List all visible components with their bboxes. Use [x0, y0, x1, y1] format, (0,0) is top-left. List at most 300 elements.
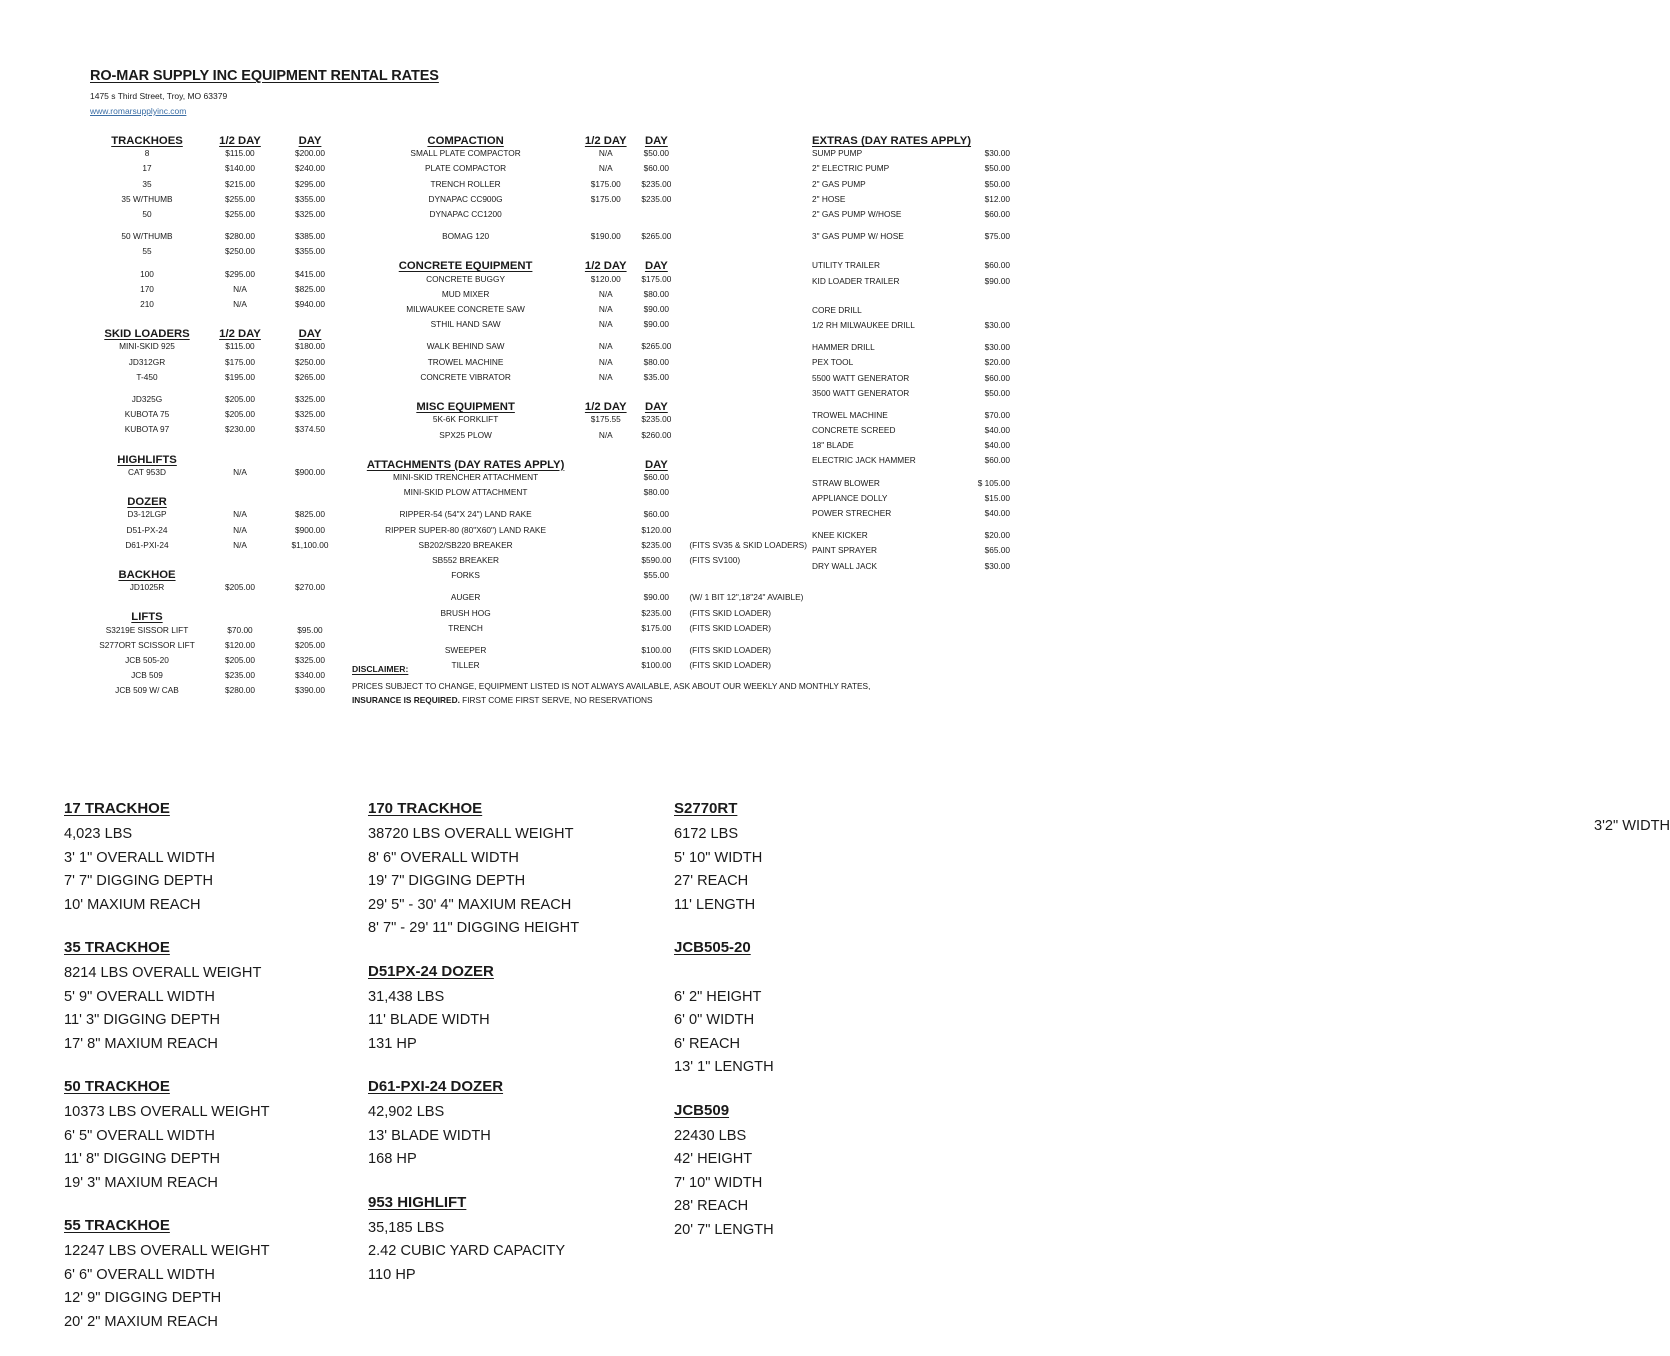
column-header-day: DAY: [298, 328, 322, 341]
section-title: COMPACTION: [427, 135, 504, 147]
half-day-rate: $205.00: [225, 394, 255, 405]
day-rate: $80.00: [643, 487, 670, 498]
day-rate: $205.00: [295, 639, 325, 650]
day-rate: $235.00: [641, 539, 672, 550]
equipment-name: SB202/SB220 BREAKER: [418, 539, 513, 550]
equipment-name: 210: [140, 298, 154, 309]
half-day-rate: $120.00: [225, 639, 255, 650]
row-spacer: [812, 247, 1010, 261]
spec-line: 42' HEIGHT: [674, 1151, 753, 1167]
spec-block: [64, 1078, 354, 1195]
table-row: [812, 232, 1010, 247]
day-rate: $15.00: [984, 492, 1010, 503]
section-title: EXTRAS (DAY RATES APPLY): [812, 135, 972, 147]
spec-block: [674, 800, 1014, 917]
day-rate: $90.00: [643, 319, 670, 330]
company-address: 1475 s Third Street, Troy, MO 63379: [90, 91, 228, 101]
half-day-rate: N/A: [598, 319, 613, 330]
spec-line: 31,438 LBS: [368, 988, 445, 1005]
table-row: [812, 306, 1010, 321]
table-row: [88, 285, 346, 300]
day-rate: $60.00: [984, 209, 1010, 220]
spec-line: 13' 1" LENGTH: [674, 1059, 774, 1075]
table-row: [812, 479, 1010, 494]
equipment-name: FORKS: [451, 570, 480, 581]
day-rate: $60.00: [984, 455, 1010, 466]
disclaimer-insurance-notice: INSURANCE IS REQUIRED.: [352, 695, 460, 705]
spec-line: 8214 LBS OVERALL WEIGHT: [64, 965, 262, 981]
day-rate: $235.00: [641, 607, 672, 618]
half-day-rate: N/A: [598, 429, 613, 440]
equipment-name: 2" GAS PUMP: [812, 178, 866, 189]
section-header-extras: [812, 136, 1010, 149]
row-spacer: [352, 247, 807, 261]
table-row: [352, 624, 807, 639]
day-rate: $240.00: [295, 163, 325, 174]
day-rate: $200.00: [295, 148, 325, 159]
half-day-rate: N/A: [233, 298, 247, 309]
equipment-name: 55: [142, 246, 152, 257]
day-rate: $390.00: [295, 685, 325, 696]
equipment-name: CAT 953D: [128, 466, 166, 477]
table-row: [352, 609, 807, 624]
day-rate: $60.00: [984, 260, 1010, 271]
table-row: [812, 180, 1010, 195]
half-day-rate: [579, 510, 632, 525]
day-rate: $385.00: [295, 231, 325, 242]
table-row: [352, 541, 807, 556]
table-row: [88, 180, 346, 195]
day-rate: $40.00: [984, 425, 1010, 436]
table-row: [88, 626, 346, 641]
section-title: CONCRETE EQUIPMENT: [398, 260, 533, 273]
half-day-rate: [579, 556, 632, 571]
disclaimer-line-2: [352, 695, 952, 705]
table-row: [88, 195, 346, 210]
equipment-name: TRENCH: [448, 622, 483, 633]
spec-title: D61-PXI-24 DOZER: [368, 1078, 504, 1095]
equipment-name: 17: [142, 163, 152, 174]
half-day-rate: [579, 571, 632, 586]
table-row: [812, 374, 1010, 389]
half-day-rate: $280.00: [225, 231, 255, 242]
column-header-note: [680, 261, 807, 274]
day-rate: $260.00: [641, 429, 672, 440]
spec-block: [64, 800, 354, 917]
spec-line: 11' 3" DIGGING DEPTH: [64, 1012, 221, 1028]
equipment-name: 35 W/THUMB: [121, 193, 173, 204]
equipment-name: APPLIANCE DOLLY: [812, 492, 888, 503]
equipment-name: 2" GAS PUMP W/HOSE: [812, 209, 902, 220]
rate-note: [680, 195, 807, 210]
equipment-name: HAMMER DRILL: [812, 342, 875, 353]
spec-column-2: [368, 800, 658, 1309]
half-day-rate: $115.00: [225, 341, 255, 352]
table-row: [88, 526, 346, 541]
section-title: SKID LOADERS: [104, 328, 190, 341]
spec-title: 17 TRACKHOE: [64, 800, 170, 817]
day-rate: $30.00: [984, 342, 1010, 353]
table-row: [812, 509, 1010, 524]
spec-line: 7' 7" DIGGING DEPTH: [64, 873, 214, 889]
equipment-name: KUBOTA 97: [124, 424, 170, 435]
day-rate: $825.00: [295, 283, 325, 294]
half-day-rate: $140.00: [225, 163, 255, 174]
equipment-name: TRENCH ROLLER: [430, 178, 501, 189]
day-rate: $40.00: [984, 508, 1010, 519]
column-header-half-day-empty: [206, 497, 274, 510]
disclaimer-line-2-rest: FIRST COME FIRST SERVE, NO RESERVATIONS: [459, 695, 653, 705]
section-title: DOZER: [127, 496, 167, 509]
day-rate: $50.00: [643, 148, 670, 159]
equipment-name: 5K-6K FORKLIFT: [432, 414, 499, 425]
table-row: [88, 149, 346, 164]
table-row: [352, 275, 807, 290]
row-spacer: [88, 598, 346, 612]
half-day-rate: $195.00: [225, 371, 255, 382]
day-rate: $90.00: [643, 592, 670, 603]
half-day-rate: N/A: [233, 539, 247, 550]
half-day-rate: $295.00: [225, 268, 255, 279]
disclaimer-line-1: PRICES SUBJECT TO CHANGE, EQUIPMENT LISTED IS NOT ALWAYS AVAILABLE, ASK ABOUT OUR WEEKLY AND MONTHLY RATES,: [352, 681, 871, 691]
half-day-rate: $235.00: [225, 670, 255, 681]
day-rate: $100.00: [641, 660, 672, 671]
day-rate: $120.00: [641, 524, 672, 535]
table-row: [812, 411, 1010, 426]
section-title: LIFTS: [131, 611, 163, 624]
table-row: [88, 656, 346, 671]
section-header-compaction: [352, 136, 807, 149]
day-rate: $374.50: [295, 424, 325, 435]
equipment-name: BRUSH HOG: [440, 607, 491, 618]
day-rate: $60.00: [643, 509, 670, 520]
spec-line: 6' 6" OVERALL WIDTH: [64, 1266, 215, 1283]
column-header-day: DAY: [644, 458, 668, 471]
day-rate: $265.00: [295, 371, 325, 382]
section-header-backhoe: [88, 570, 346, 583]
table-row: [812, 195, 1010, 210]
equipment-name: 1/2 RH MILWAUKEE DRILL: [812, 319, 915, 330]
column-header-half-day: 1/2 DAY: [219, 135, 261, 147]
day-rate: $55.00: [643, 570, 670, 581]
day-rate: $70.00: [984, 409, 1010, 420]
table-row: [88, 247, 346, 262]
day-rate: $325.00: [295, 209, 325, 220]
spec-line: 5' 10" WIDTH: [674, 849, 763, 866]
equipment-name: 2" HOSE: [812, 193, 846, 204]
day-rate: $180.00: [295, 341, 325, 352]
row-spacer: [88, 441, 346, 455]
row-spacer: [352, 335, 807, 342]
day-rate: $900.00: [295, 524, 325, 535]
day-rate: $235.00: [641, 193, 672, 204]
table-row: [88, 410, 346, 425]
table-row: [352, 195, 807, 210]
day-rate: $175.00: [641, 273, 672, 284]
spec-title: JCB505-20: [674, 939, 751, 956]
spec-line: 12247 LBS OVERALL WEIGHT: [64, 1243, 270, 1259]
half-day-rate: $205.00: [225, 409, 255, 420]
rate-table: [88, 136, 346, 702]
column-header-half-day-empty: [579, 460, 632, 473]
spec-line: 42,902 LBS: [368, 1104, 445, 1120]
table-row: [352, 290, 807, 305]
equipment-name: TROWEL MACHINE: [427, 356, 504, 367]
equipment-name: D51-PX-24: [126, 524, 168, 535]
day-rate: $30.00: [984, 319, 1010, 330]
half-day-rate: $115.00: [225, 148, 255, 159]
column-header-half-day: 1/2 DAY: [219, 328, 261, 341]
day-rate: $30.00: [984, 148, 1010, 159]
spec-line: 5' 9" OVERALL WIDTH: [64, 988, 215, 1005]
rate-note: [680, 571, 807, 586]
table-row: [88, 358, 346, 373]
half-day-rate: [579, 488, 632, 503]
day-rate: $355.00: [295, 193, 325, 204]
day-rate: $50.00: [984, 163, 1010, 174]
equipment-name: 3" GAS PUMP W/ HOSE: [812, 231, 904, 242]
equipment-name: MUD MIXER: [441, 288, 490, 299]
table-row: [812, 441, 1010, 456]
half-day-rate: [579, 541, 632, 556]
spec-line: 20' 2" MAXIUM REACH: [64, 1313, 218, 1330]
row-spacer: [352, 446, 807, 460]
equipment-name: 18" BLADE: [812, 440, 854, 451]
company-website-link[interactable]: www.romarsupplyinc.com: [90, 106, 187, 116]
spec-line: 7' 10" WIDTH: [674, 1174, 763, 1191]
spec-block: [368, 1078, 658, 1172]
half-day-rate: N/A: [233, 524, 247, 535]
equipment-name: 2" ELECTRIC PUMP: [812, 163, 890, 174]
spec-line: 8' 7" - 29' 11" DIGGING HEIGHT: [368, 920, 580, 936]
half-day-rate: N/A: [598, 304, 613, 315]
table-row: [352, 320, 807, 335]
table-row: [352, 149, 807, 164]
equipment-name: SB552 BREAKER: [432, 554, 500, 565]
column-header-half-day-empty: [206, 570, 274, 583]
day-rate: [632, 210, 680, 225]
equipment-name: MINI-SKID TRENCHER ATTACHMENT: [392, 472, 539, 482]
spec-title: 170 TRACKHOE: [368, 800, 483, 817]
column-header-day-empty: [274, 497, 346, 510]
equipment-name: SPX25 PLOW: [439, 429, 492, 440]
half-day-rate: N/A: [598, 288, 613, 299]
equipment-name: SUMP PUMP: [812, 148, 863, 159]
day-rate: $940.00: [295, 298, 325, 309]
equipment-name: PLATE COMPACTOR: [425, 163, 507, 174]
column-header-day: DAY: [298, 135, 322, 147]
day-rate: $325.00: [295, 409, 325, 420]
table-row: [88, 210, 346, 225]
spec-line: 6172 LBS: [674, 826, 739, 842]
rate-note: [680, 358, 807, 373]
day-rate: $175.00: [641, 622, 672, 633]
half-day-rate: [579, 526, 632, 541]
table-row: [352, 358, 807, 373]
table-row: [88, 686, 346, 701]
spec-line: 29' 5" - 30' 4" MAXIUM REACH: [368, 896, 572, 913]
equipment-name: PAINT SPRAYER: [812, 545, 878, 556]
spec-title: 50 TRACKHOE: [64, 1078, 170, 1095]
half-day-rate: $205.00: [225, 655, 255, 666]
column-header-note: [680, 136, 807, 149]
table-row: [812, 456, 1010, 471]
day-rate: $50.00: [984, 387, 1010, 398]
spec-block: [368, 963, 658, 1057]
rate-note: [680, 431, 807, 446]
rate-note: [680, 290, 807, 305]
table-row: [88, 583, 346, 598]
half-day-rate: N/A: [233, 466, 247, 477]
table-row: [88, 468, 346, 483]
row-spacer: [88, 556, 346, 570]
half-day-rate: [579, 473, 632, 488]
table-row: [812, 531, 1010, 546]
day-rate: $12.00: [984, 193, 1010, 204]
spec-title: S2770RT: [674, 800, 738, 817]
equipment-name: WALK BEHIND SAW: [426, 341, 505, 352]
spec-title: 55 TRACKHOE: [64, 1217, 170, 1234]
equipment-name: SMALL PLATE COMPACTOR: [410, 148, 521, 159]
half-day-rate: N/A: [598, 371, 613, 382]
table-row: [812, 389, 1010, 404]
rate-note: [680, 232, 807, 247]
spec-line: 12' 9" DIGGING DEPTH: [64, 1290, 222, 1306]
table-row: [88, 164, 346, 179]
table-row: [352, 431, 807, 446]
equipment-name: T-450: [136, 371, 158, 382]
half-day-rate: N/A: [598, 356, 613, 367]
equipment-name: 50: [142, 209, 152, 220]
day-rate: $80.00: [643, 356, 670, 367]
day-rate: $325.00: [295, 655, 325, 666]
rate-note: (FITS SKID LOADER): [689, 644, 772, 655]
half-day-rate: [579, 210, 632, 225]
day-rate: $265.00: [641, 341, 672, 352]
half-day-rate: $230.00: [225, 424, 255, 435]
equipment-name: KUBOTA 75: [124, 409, 170, 420]
table-row: [352, 232, 807, 247]
equipment-name: S277ORT SCISSOR LIFT: [99, 639, 195, 650]
day-rate: $825.00: [295, 509, 325, 520]
spec-line-blank: [674, 962, 1014, 986]
equipment-name: MINI-SKID PLOW ATTACHMENT: [403, 487, 528, 498]
rate-note: [680, 149, 807, 164]
spec-line: 19' 7" DIGGING DEPTH: [368, 873, 526, 889]
table-row: [812, 210, 1010, 225]
half-day-rate: $175.55: [590, 414, 621, 425]
day-rate: $90.00: [984, 275, 1010, 286]
rate-column-right: [812, 136, 1010, 577]
half-day-rate: N/A: [233, 283, 247, 294]
table-row: [88, 232, 346, 247]
day-rate: [940, 306, 1010, 321]
half-day-rate: N/A: [598, 341, 613, 352]
table-row: [88, 395, 346, 410]
half-day-rate: N/A: [233, 509, 247, 520]
rate-note: [680, 275, 807, 290]
section-title: TRACKHOES: [111, 135, 183, 147]
day-rate: $75.00: [984, 231, 1010, 242]
table-row: [352, 342, 807, 357]
table-row: [352, 164, 807, 179]
spec-line: 35,185 LBS: [368, 1219, 445, 1236]
rate-note: (FITS SKID LOADER): [689, 622, 772, 633]
spec-line: 11' LENGTH: [674, 896, 756, 913]
section-header-concrete-equipment: [352, 261, 807, 274]
equipment-name: KID LOADER TRAILER: [812, 275, 900, 286]
rate-note: (FITS SV100): [689, 554, 741, 565]
rate-note: [680, 164, 807, 179]
day-rate: $20.00: [984, 357, 1010, 368]
table-row: [812, 426, 1010, 441]
table-row: [88, 373, 346, 388]
rate-column-middle: [352, 136, 807, 676]
day-rate: $40.00: [984, 440, 1010, 451]
rate-note: (FITS SKID LOADER): [689, 660, 772, 671]
column-header-half-day: 1/2 DAY: [584, 401, 627, 414]
table-row: [812, 164, 1010, 179]
table-row: [812, 321, 1010, 336]
half-day-rate: $255.00: [225, 193, 255, 204]
rate-note: [680, 210, 807, 225]
equipment-name: 170: [140, 283, 154, 294]
equipment-name: TILLER: [451, 660, 480, 671]
spec-line: 8' 6" OVERALL WIDTH: [368, 849, 519, 866]
table-row: [812, 261, 1010, 276]
column-header-day-empty: [274, 455, 346, 468]
rate-note: [680, 373, 807, 388]
spec-title: D51PX-24 DOZER: [368, 962, 494, 980]
equipment-name: 100: [140, 268, 154, 279]
day-rate: $325.00: [295, 394, 325, 405]
spec-block: [64, 939, 354, 1056]
spec-line: 11' BLADE WIDTH: [368, 1012, 490, 1028]
day-rate: $235.00: [641, 414, 672, 425]
equipment-name: CONCRETE VIBRATOR: [420, 371, 511, 382]
rate-note: [680, 320, 807, 335]
half-day-rate: $175.00: [225, 356, 255, 367]
rate-note: [680, 473, 807, 488]
rate-note: (FITS SV35 & SKID LOADERS): [689, 539, 807, 550]
table-row: [352, 210, 807, 225]
spec-line: 20' 7" LENGTH: [674, 1221, 774, 1238]
half-day-rate: $70.00: [227, 624, 253, 635]
equipment-name: D61-PXI-24: [125, 539, 169, 550]
column-header-note: [680, 460, 807, 473]
equipment-name: D3-12LGP: [127, 509, 167, 520]
equipment-name: 35: [142, 178, 152, 189]
spec-line: 10' MAXIUM REACH: [64, 896, 201, 913]
column-header-half-day: 1/2 DAY: [584, 135, 627, 147]
equipment-name: ELECTRIC JACK HAMMER: [812, 455, 916, 466]
spec-line: 131 HP: [368, 1035, 417, 1052]
table-row: [88, 671, 346, 686]
half-day-rate: $280.00: [225, 685, 255, 696]
spec-block: [368, 1194, 658, 1288]
half-day-rate: [579, 593, 632, 608]
rate-column-left: [88, 136, 346, 702]
half-day-rate: $120.00: [590, 273, 621, 284]
table-row: [812, 494, 1010, 509]
rate-note: [680, 415, 807, 430]
section-header-dozer: [88, 497, 346, 510]
row-spacer: [812, 292, 1010, 306]
spec-line: 22430 LBS: [674, 1127, 747, 1144]
equipment-name: JD325G: [131, 394, 163, 405]
spec-line: 3' 1" OVERALL WIDTH: [64, 849, 215, 866]
column-header-half-day-empty: [206, 455, 274, 468]
